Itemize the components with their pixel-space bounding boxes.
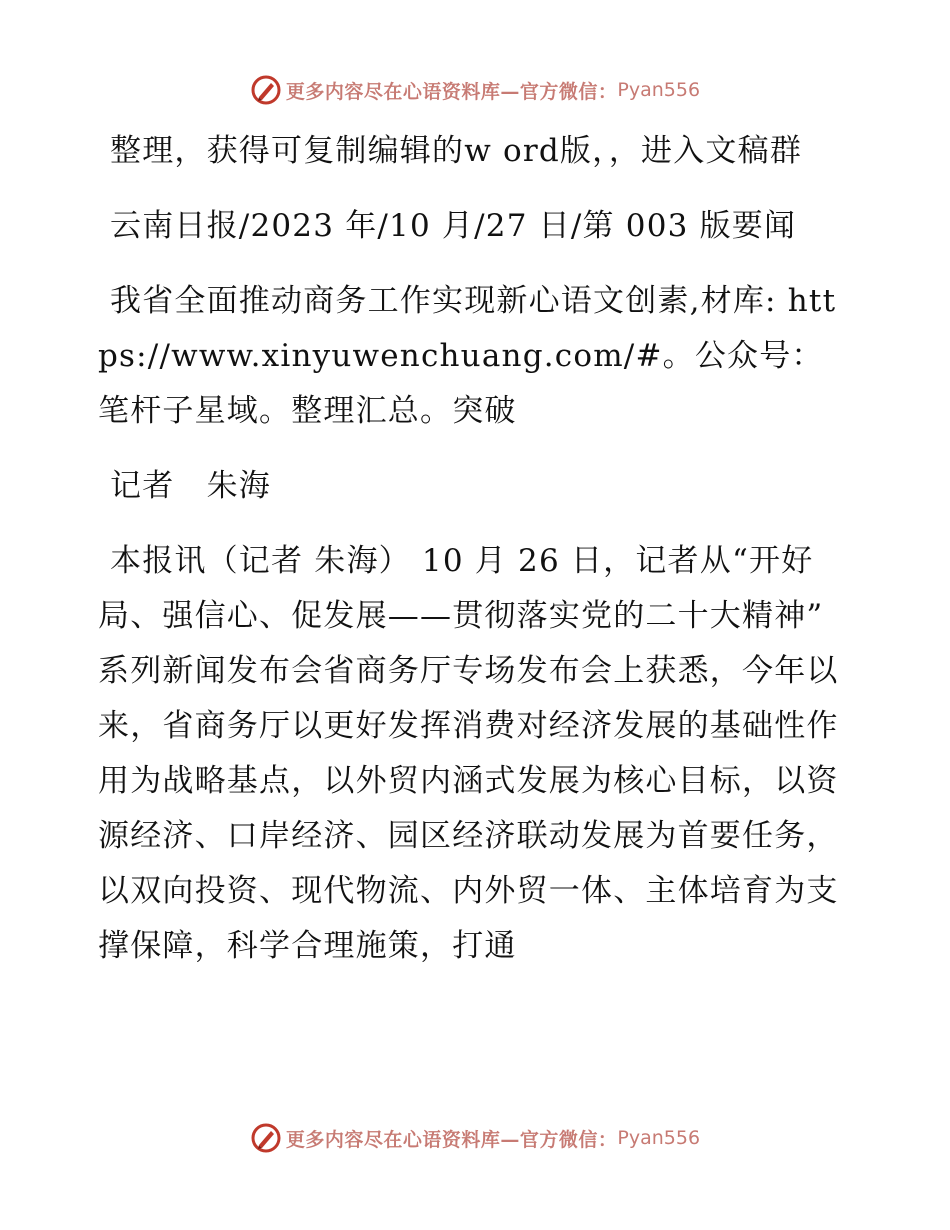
intro-paragraph: 整理，获得可复制编辑的w ord版，，进入文稿群	[110, 133, 803, 169]
headline: 我省全面推动商务工作实现新心语文创素,材库: https://www.xinyuwenchuang.com/#。公众号：笔杆子星域。整理汇总。突破	[98, 283, 837, 429]
watermark-text: 更多内容尽在心语资料库—官方微信：	[285, 80, 618, 103]
footer-watermark	[0, 1118, 950, 1158]
watermark-text: 更多内容尽在心语资料库—官方微信：	[285, 1128, 618, 1151]
source-line: 云南日报/2023 年/10 月/27 日/第 003 版要闻	[110, 208, 797, 244]
header-watermark	[0, 70, 950, 110]
watermark-wechat-id: Pyan556	[617, 1127, 701, 1149]
article-body: 本报讯（记者 朱海） 10 月 26 日，记者从“开好局、强信心、促发展——贯彻落实党的二十大精神” 系列新闻发布会省商务厅专场发布会上获悉，今年以来，省商务厅以更好发挥消费对经济发展的基础性作用为战略基点，以外贸内涵式发展为核心目标，以资源经济、口岸经济、园区经济联动发展为首要任务，以双向投资、现代物流、内外贸一体、主体培育为支撑保障，科学合理施策，打通	[98, 543, 839, 964]
watermark-wechat-id: Pyan556	[617, 79, 701, 101]
byline: 记者 朱海	[110, 468, 271, 504]
pen-logo-icon	[250, 74, 282, 106]
pen-logo-icon	[250, 1122, 282, 1154]
document-body	[98, 124, 850, 974]
